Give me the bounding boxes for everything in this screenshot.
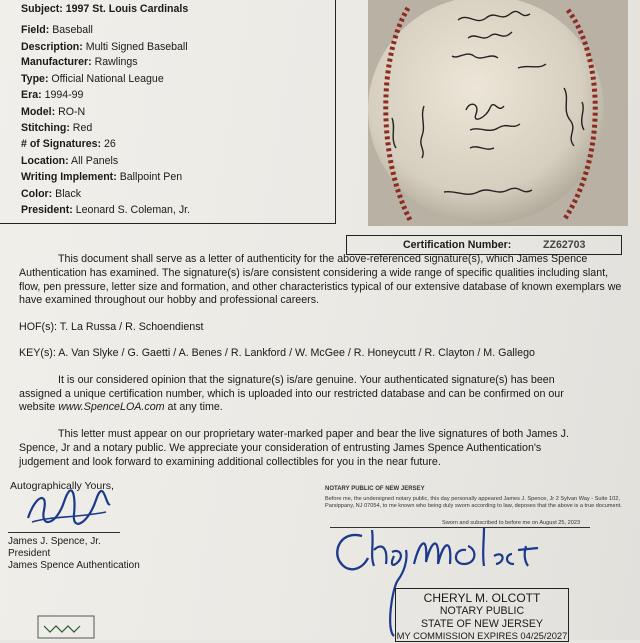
certification-number: ZZ62703 [543, 239, 586, 251]
spec-type: Type: Official National League [21, 73, 164, 85]
spec-field: Field: Baseball [21, 24, 93, 36]
james-spence-signature [22, 488, 114, 532]
spec-manufacturer: Manufacturer: Rawlings [21, 56, 138, 68]
paragraph-3-body: Spence, Jr and a notary public. We appreciate your consideration of entrusting James Spence Authentication's judgement and look forward to examining additional collectibles for you in the near future. [19, 442, 542, 468]
signer-name: James J. Spence, Jr. [8, 536, 101, 547]
spec-signatures: # of Signatures: 26 [21, 138, 116, 150]
website-link[interactable]: www.SpenceLOA.com [58, 401, 165, 413]
paragraph-2-line-2: assigned a unique certification number, which is uploaded into our restricted database and can be confirmed on our [19, 388, 564, 400]
signature-line [8, 532, 120, 533]
spec-president: President: Leonard S. Coleman, Jr. [21, 204, 191, 216]
spec-era: Era: 1994-99 [21, 89, 84, 101]
spec-implement: Writing Implement: Ballpoint Pen [21, 171, 183, 183]
notary-stamp [395, 588, 569, 642]
notary-sworn-date: Sworn and subscribed to before me on August 25, 2023 [442, 520, 581, 526]
key-list: KEY(s): A. Van Slyke / G. Gaetti / A. Benes / R. Lankford / W. McGee / R. Honeycutt / R. Clayton / M. Gallego [19, 347, 535, 359]
notary-header: NOTARY PUBLIC OF NEW JERSEY [325, 486, 425, 492]
baseball-image [368, 0, 628, 226]
paragraph-1-body: Authentication has examined. The signature(s) is/are consistent considering a wide range of specific qualities including slant, flow, pen pressure, letter size and formation, and other characteristics typical of our extensive database of known exemplars we have examined throughout our hobby and professional careers. [19, 267, 622, 307]
paragraph-1-line-1: This document shall serve as a letter of authenticity for the above-referenced signature(s), which James Spence [58, 253, 588, 265]
notary-title: NOTARY PUBLIC [439, 605, 525, 617]
paragraph-2-line-3: website www.SpenceLOA.com at any time. [19, 401, 223, 413]
certification-label: Certification Number: [403, 239, 512, 251]
baseball-photo [368, 0, 628, 226]
notary-state: STATE OF NEW JERSEY [420, 617, 544, 630]
paragraph-2-line-1: It is our considered opinion that the signature(s) is/are genuine. Your authenticated signature(s) has been [58, 374, 555, 386]
notary-name: CHERYL M. OLCOTT [423, 591, 541, 605]
closing: Autographically Yours, [10, 480, 114, 492]
spec-color: Color: Black [21, 188, 82, 200]
certification-number-box [346, 235, 622, 255]
spec-stitching: Stitching: Red [21, 122, 93, 134]
paragraph-3-line-1: This letter must appear on our proprietary water-marked paper and bear the live signatures of both James J. [58, 428, 569, 440]
spec-description: Description: Multi Signed Baseball [21, 41, 188, 53]
notary-statement: Before me, the undersigned notary public, this day personally appeared James J. Spence, Jr 2 Sylvan Way - Suite 102, Parsippany, NJ 07054, to me known who being duly sworn according to law, deposes that the above is a true document. [325, 496, 622, 509]
jsa-logo-icon [36, 612, 96, 640]
notary-expiry: MY COMMISSION EXPIRES 04/25/2027 [396, 630, 568, 641]
signer-company: James Spence Authentication [8, 560, 140, 571]
hof-list: HOF(s): T. La Russa / R. Schoendienst [19, 321, 204, 333]
spec-model: Model: RO-N [21, 106, 86, 118]
spec-location: Location: All Panels [21, 155, 119, 167]
spec-subject: Subject: 1997 St. Louis Cardinals [21, 3, 189, 15]
signer-title: President [8, 548, 51, 559]
